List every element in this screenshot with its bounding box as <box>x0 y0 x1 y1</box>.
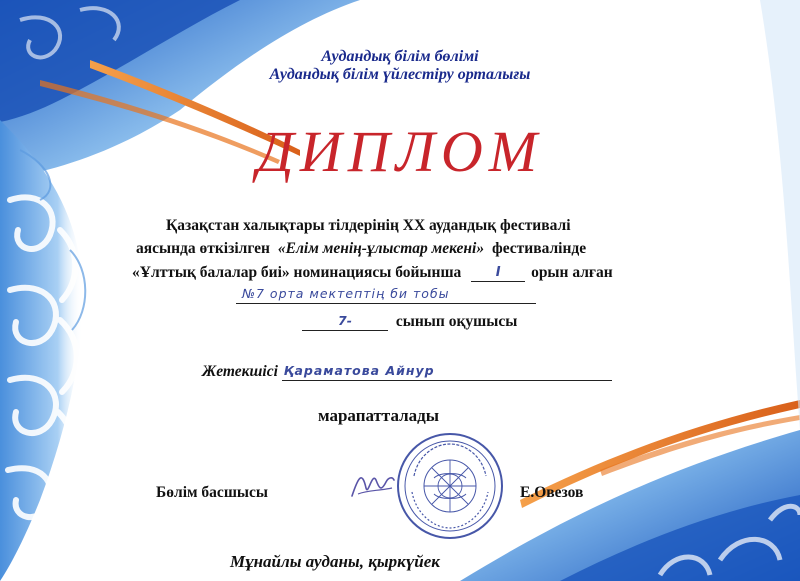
grade-field <box>302 312 388 331</box>
body-line-2-pre: аясында өткізілген <box>136 240 270 257</box>
footer-place-date: Мұнайлы ауданы, қыркүйек <box>230 552 440 571</box>
leader-line <box>202 362 612 381</box>
header-center: Аудандық білім үйлестіру орталығы <box>269 66 531 83</box>
school-value: №7 орта мектептің би тобы <box>242 286 450 301</box>
leader-field <box>282 362 612 381</box>
diploma-title: ДИПЛОМ <box>256 119 544 184</box>
nomination-text: «Ұлттық балалар биі» номинациясы бойынша <box>132 264 462 281</box>
place-field <box>471 263 525 282</box>
grade-label: сынып оқушысы <box>395 313 518 330</box>
body-line-1: Қазақстан халықтары тілдерінің ХХ аудандық фестивалі <box>166 217 571 234</box>
grade-value: 7- <box>338 313 352 328</box>
place-label: орын алған <box>531 264 613 281</box>
signature-role: Бөлім басшысы <box>156 484 268 501</box>
place-value: I <box>495 265 501 280</box>
official-stamp-seal <box>394 430 506 542</box>
school-field <box>236 285 536 304</box>
leader-label: Жетекшісі <box>202 363 278 380</box>
signature-name: Е.Овезов <box>520 484 584 501</box>
header-department: Аудандық білім бөлімі <box>321 48 479 65</box>
leader-value: Қараматова Айнур <box>283 363 435 378</box>
body-line-2 <box>136 240 586 258</box>
body-line-2-post: фестивалінде <box>491 240 587 257</box>
handwritten-signature <box>348 458 398 508</box>
body-line-3 <box>132 263 613 282</box>
grade-line <box>302 312 517 331</box>
festival-name: «Елім менің-ұлыстар мекені» <box>277 240 485 257</box>
awarded-text: марапатталады <box>318 406 440 425</box>
